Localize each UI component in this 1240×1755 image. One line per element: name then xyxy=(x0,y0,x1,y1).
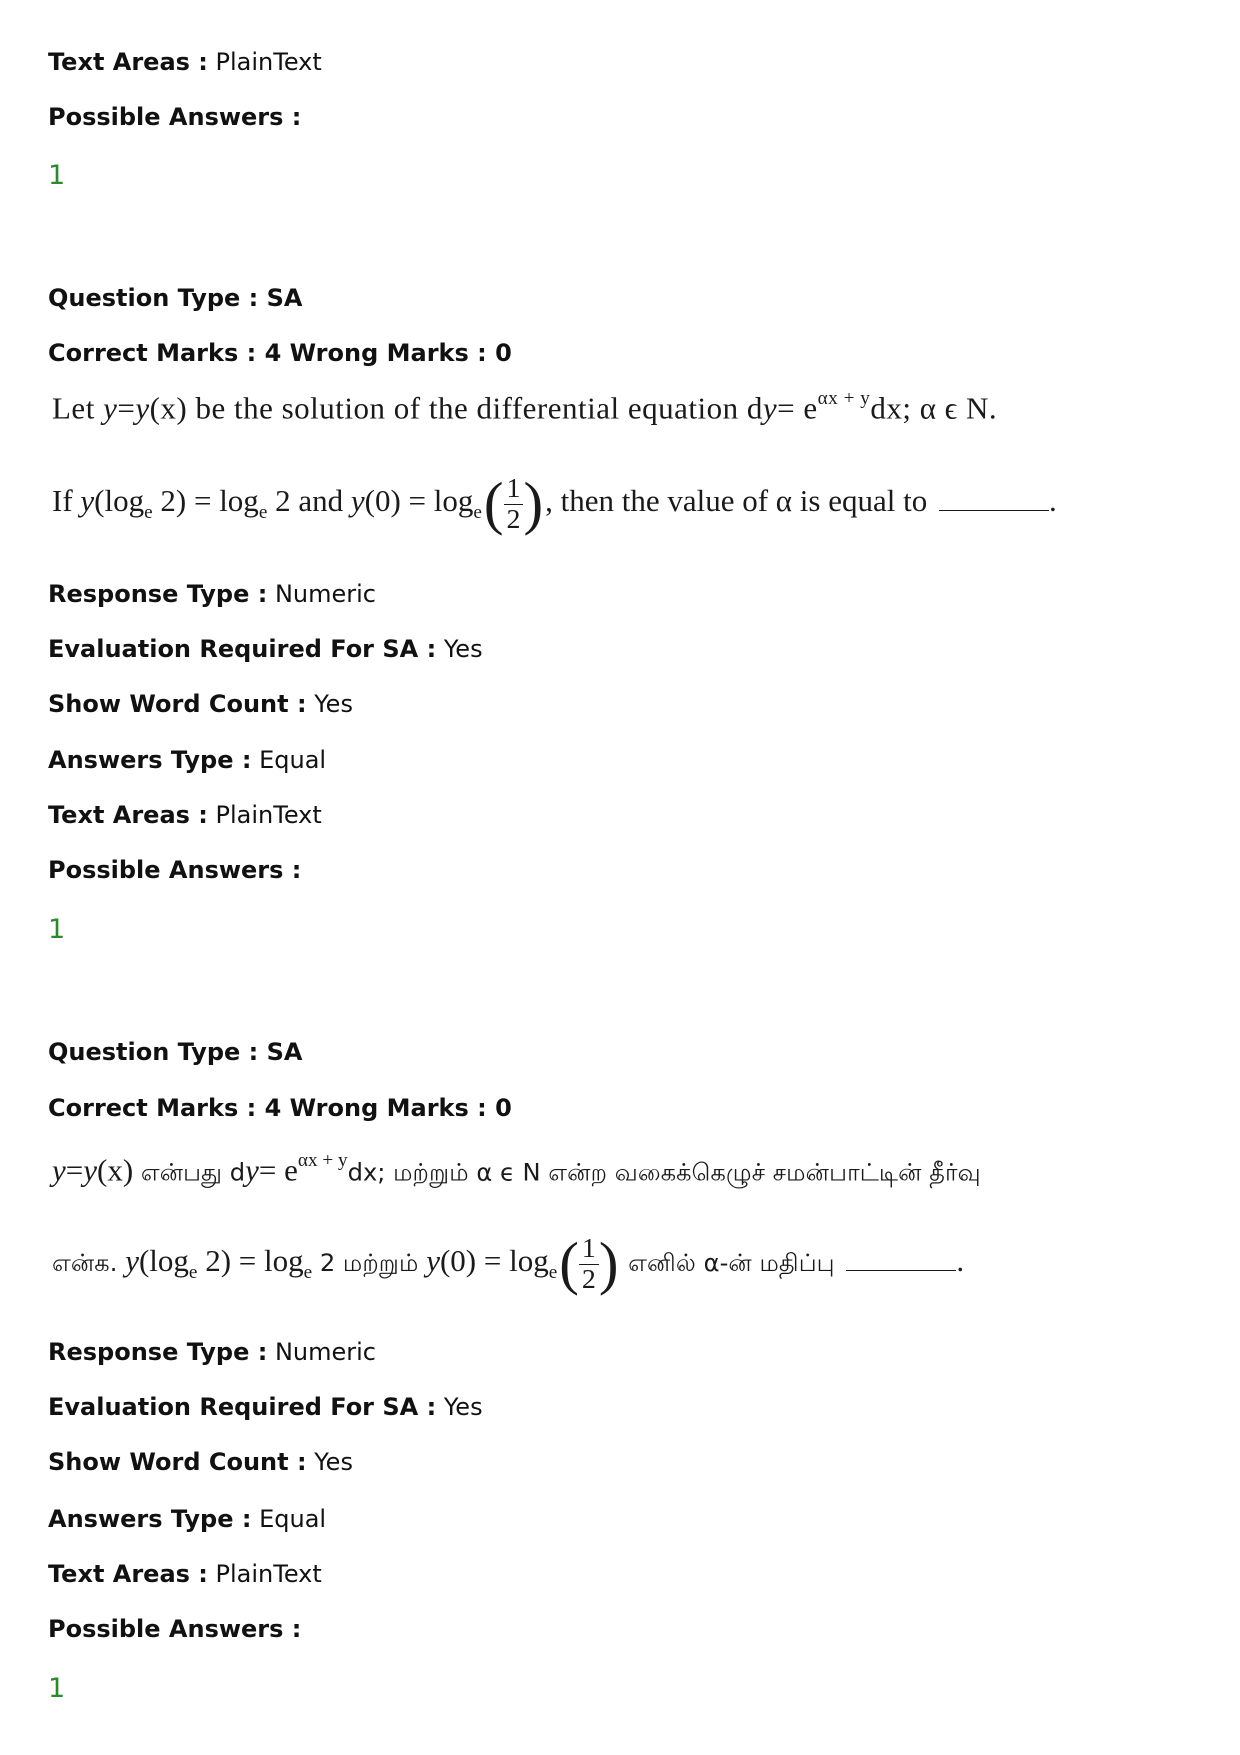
math-text: 2 and xyxy=(267,483,344,519)
math-subscript: e xyxy=(188,1261,198,1283)
text-areas-row xyxy=(48,800,322,830)
evaluation-label: Evaluation Required For SA : xyxy=(48,635,437,663)
marks-row xyxy=(48,338,512,368)
math-text: Let xyxy=(52,390,95,426)
evaluation-row xyxy=(48,634,483,664)
response-type-row xyxy=(48,579,376,609)
possible-answers-row xyxy=(48,855,301,885)
text-areas-row xyxy=(48,1559,322,1589)
math-text: 2) = log xyxy=(197,1243,304,1279)
response-type-label: Response Type : xyxy=(48,1338,268,1366)
text-areas-value: PlainText xyxy=(215,801,322,829)
math-fraction: ( $\frac{1}{2}$ ) xyxy=(483,471,544,536)
math-text: , then the value of α is equal to xyxy=(545,483,928,519)
tamil-text: எனில் α-ன் மதிப்பு xyxy=(620,1249,835,1278)
question-text-line-1 xyxy=(52,388,997,426)
math-text: dx; α ϵ N. xyxy=(870,390,998,426)
math-text: (log xyxy=(94,483,145,519)
question-text-line-2 xyxy=(52,470,1057,538)
word-count-value: Yes xyxy=(314,690,353,718)
question-type-label: Question Type : xyxy=(48,1038,259,1066)
question-type-row xyxy=(48,283,302,313)
word-count-row xyxy=(48,689,353,719)
possible-answers-label: Possible Answers : xyxy=(48,103,302,131)
evaluation-label: Evaluation Required For SA : xyxy=(48,1393,437,1421)
word-count-value: Yes xyxy=(314,1448,353,1476)
response-type-value: Numeric xyxy=(274,580,376,608)
question-type-row xyxy=(48,1037,302,1067)
marks-label: Correct Marks : 4 Wrong Marks : 0 xyxy=(48,1094,512,1122)
possible-answers-label: Possible Answers : xyxy=(48,1615,302,1643)
text-areas-label: Text Areas : xyxy=(48,801,208,829)
math-var: y xyxy=(245,1152,259,1188)
question-text-line-2 xyxy=(52,1230,964,1298)
possible-answer-value: 1 xyxy=(48,160,66,191)
tamil-text: என்க. xyxy=(52,1249,118,1278)
tamil-text: என்பது d xyxy=(133,1158,246,1187)
math-superscript: αx + y xyxy=(817,388,871,409)
math-op: = xyxy=(117,390,136,426)
question-type-value: SA xyxy=(266,284,303,312)
fraction-numerator: 1 xyxy=(504,474,524,504)
math-subscript: e xyxy=(144,501,153,523)
text-areas-label: Text Areas : xyxy=(48,1560,208,1588)
math-text: (log xyxy=(138,1243,189,1279)
math-fraction: ( $\frac{1}{2}$ ) xyxy=(559,1231,619,1296)
tamil-text: dx; மற்றும் α ϵ N என்ற வகைக்கெழுச் சமன்பாட்டின் தீர்வு xyxy=(347,1158,981,1187)
math-text: be the solution of the differential equation d xyxy=(195,390,763,426)
evaluation-value: Yes xyxy=(443,635,483,663)
response-type-label: Response Type : xyxy=(48,580,268,608)
math-var: y xyxy=(83,1152,98,1188)
answers-type-value: Equal xyxy=(259,1505,327,1533)
math-superscript: αx + y xyxy=(297,1150,348,1171)
word-count-label: Show Word Count : xyxy=(48,690,307,718)
math-text: . xyxy=(956,1243,965,1279)
math-subscript: e xyxy=(258,501,268,523)
math-var: y xyxy=(135,390,150,426)
text-areas-label: Text Areas : xyxy=(48,48,208,76)
math-var: y xyxy=(426,1243,440,1279)
response-type-row xyxy=(48,1337,376,1367)
answers-type-value: Equal xyxy=(259,746,327,774)
question-type-label: Question Type : xyxy=(48,284,259,312)
math-text: (x) xyxy=(149,390,188,426)
possible-answer-value: 1 xyxy=(48,1673,66,1704)
response-type-value: Numeric xyxy=(274,1338,376,1366)
math-var: y xyxy=(125,1243,139,1279)
text-areas-value: PlainText xyxy=(215,48,322,76)
math-text: (x) xyxy=(97,1152,134,1188)
math-text: (0) = log xyxy=(364,483,474,519)
math-subscript: e xyxy=(303,1261,313,1283)
answer-blank xyxy=(846,1242,956,1271)
possible-answers-label: Possible Answers : xyxy=(48,856,302,884)
math-text: = e xyxy=(258,1152,298,1188)
text-areas-value: PlainText xyxy=(215,1560,322,1588)
math-var: y xyxy=(52,1152,66,1188)
math-var: y xyxy=(762,390,778,426)
question-text-line-1 xyxy=(52,1150,981,1189)
marks-row xyxy=(48,1093,512,1123)
answers-type-row xyxy=(48,1504,326,1534)
answers-type-label: Answers Type : xyxy=(48,746,252,774)
math-text: . xyxy=(1048,483,1057,519)
math-var: y xyxy=(103,390,118,426)
answers-type-row xyxy=(48,745,326,775)
possible-answers-row xyxy=(48,102,301,132)
possible-answer-value: 1 xyxy=(48,914,66,945)
marks-label: Correct Marks : 4 Wrong Marks : 0 xyxy=(48,339,512,367)
answers-type-label: Answers Type : xyxy=(48,1505,252,1533)
math-text: (0) = log xyxy=(439,1243,549,1279)
math-var: y xyxy=(80,483,95,519)
math-text: 2) = log xyxy=(152,483,259,519)
fraction-denominator: 2 xyxy=(581,1263,596,1295)
math-var: y xyxy=(350,483,365,519)
evaluation-value: Yes xyxy=(443,1393,483,1421)
question-type-value: SA xyxy=(266,1038,303,1066)
word-count-label: Show Word Count : xyxy=(48,1448,307,1476)
math-subscript: e xyxy=(473,501,482,523)
word-count-row xyxy=(48,1447,353,1477)
math-text: If xyxy=(52,483,73,519)
text-areas-row xyxy=(48,47,322,77)
math-subscript: e xyxy=(548,1261,558,1283)
evaluation-row xyxy=(48,1392,483,1422)
math-text: = e xyxy=(777,390,818,426)
math-op: = xyxy=(65,1152,84,1188)
fraction-numerator: 1 xyxy=(579,1234,599,1264)
tamil-text: 2 மற்றும் xyxy=(312,1249,419,1278)
answer-blank xyxy=(939,482,1049,511)
possible-answers-row xyxy=(48,1614,301,1644)
fraction-denominator: 2 xyxy=(506,503,521,535)
